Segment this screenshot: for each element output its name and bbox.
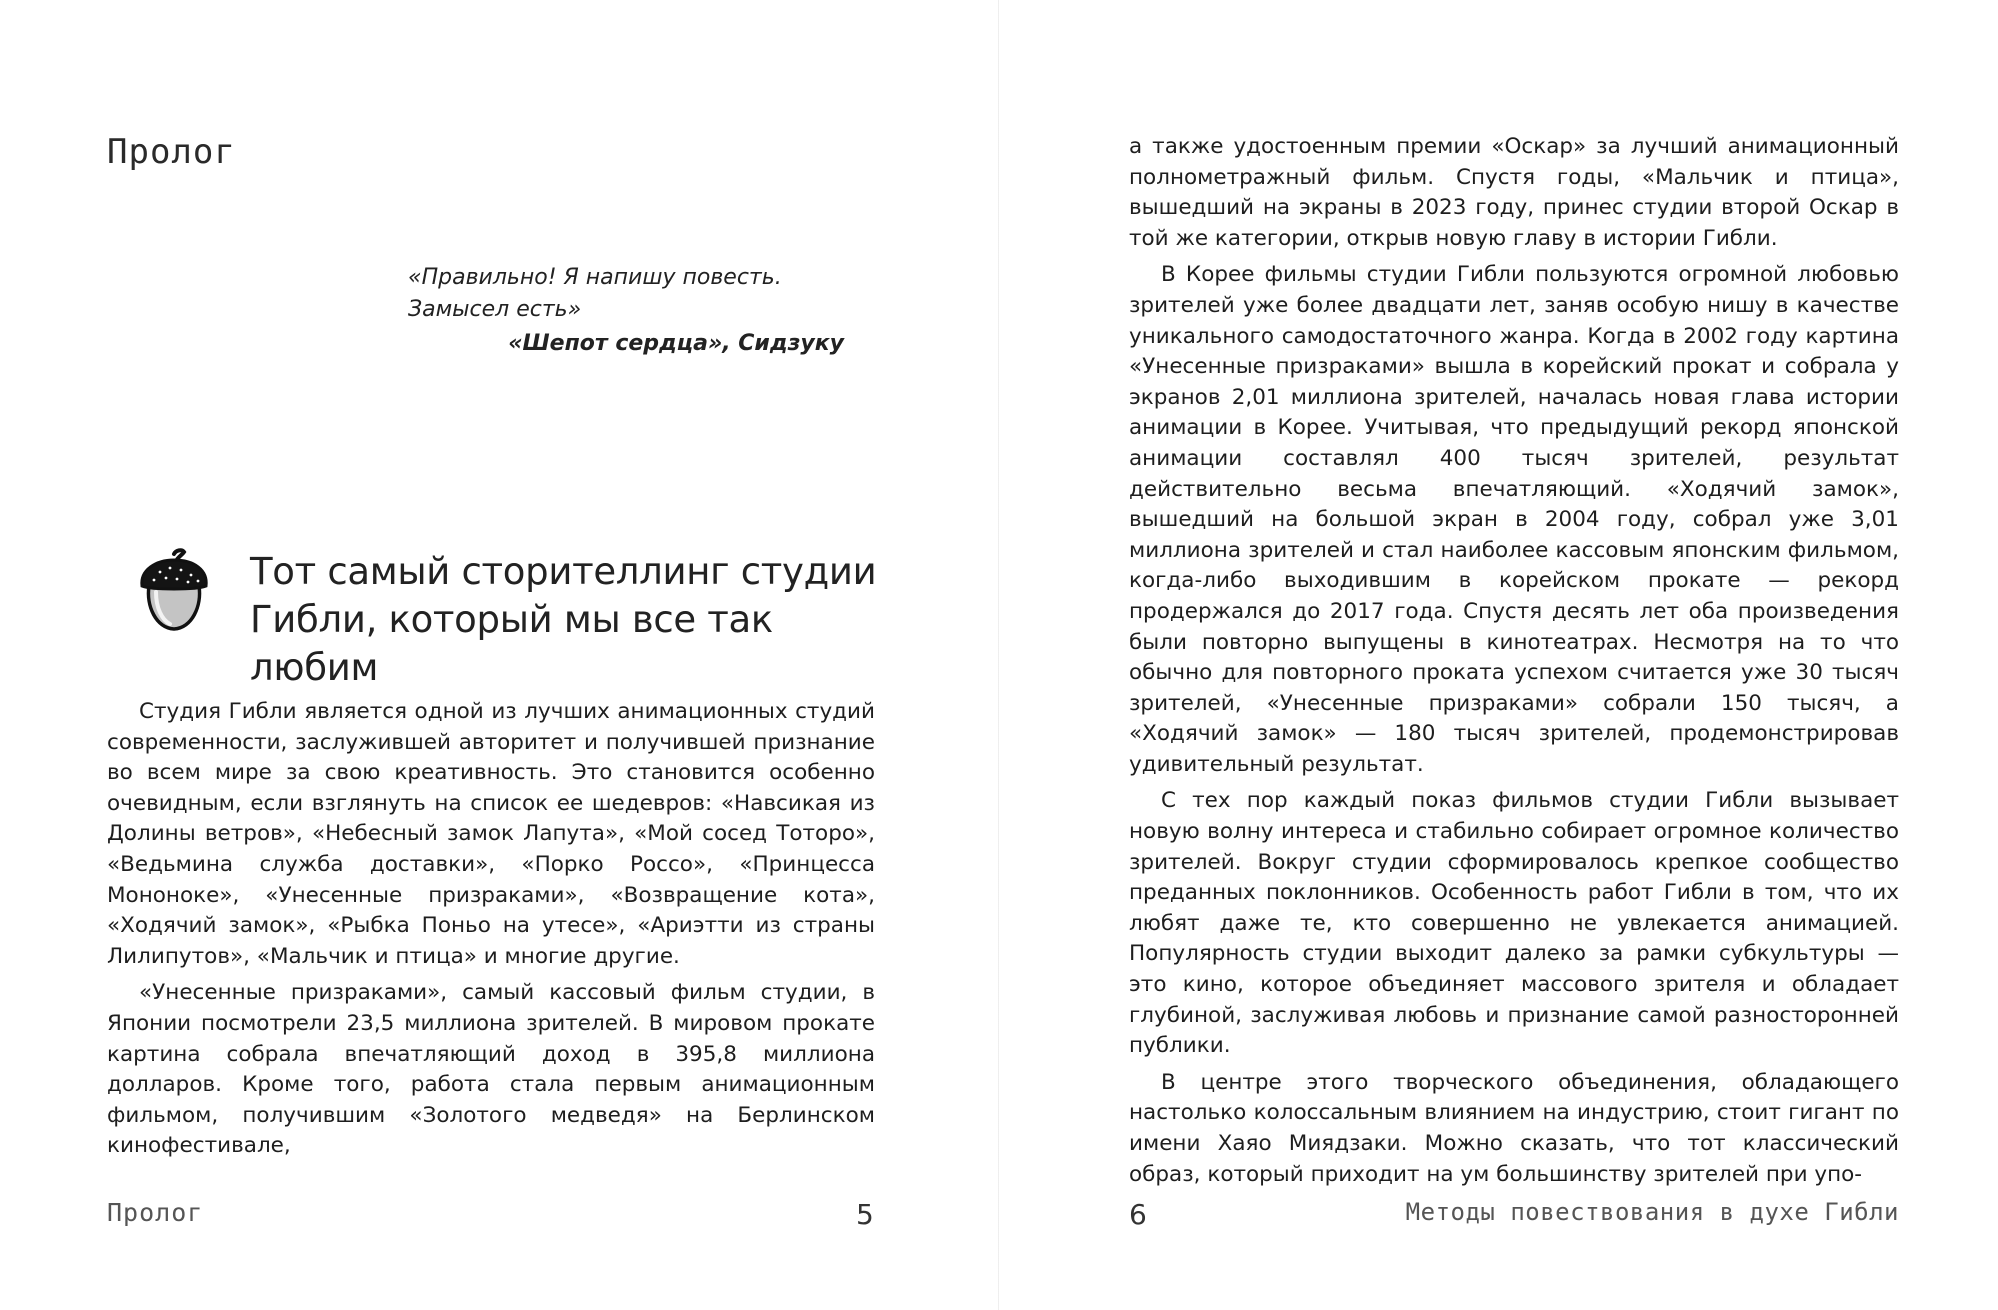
paragraph: С тех пор каждый показ фильмов студии Гибли вызывает новую волну интереса и стабильно собирает огромное количество зрителей. Вокруг студии сформировалось крепкое сообщество преданных поклонников. Особенность работ Гибли в том, что их любят даже те, кто совершенно не увлекается анимацией. Популярность студии выходит далеко за рамки субкультуры — это кино, которое объединяет массового зрителя и обладает глубиной, заслуживая любовь и признание самой разносторонней публики. (1129, 788, 1899, 1059)
paragraph: В центре этого творческого объединения, обладающего настолько колоссальным влиянием на индустрию, стоит гигант по имени Хаяо Миядзаки. Можно сказать, что тот классический образ, который приходит на ум большинству зрителей при упо- (1129, 1069, 1899, 1187)
epigraph-source: «Шепот сердца», Сидзуку (508, 331, 844, 356)
paragraph: а также удостоенным премии «Оскар» за лучший анимационный полнометражный фильм. Спустя годы, «Мальчик и птица», вышедший на экраны в 2023 году, принес студии второй Оскар в той же категории, открыв новую главу в истории Гибли. (1129, 134, 1899, 251)
page-number-left: 5 (856, 1198, 874, 1231)
epigraph-quote-line-2: Замысел есть» (408, 297, 582, 322)
section-title (250, 548, 890, 692)
paragraph: В Корее фильмы студии Гибли пользуются огромной любовью зрителей уже более двадцати лет, заняв особую нишу в качестве уникального самодостаточного жанра. Когда в 2002 году картина «Унесенные призраками» вышла в корейский прокат и собрала у экранов 2,01 миллиона зрителей, началась новая глава истории анимации в Корее. Учитывая, что предыдущий рекорд японской анимации составлял 400 тысяч зрителей, результат действительно весьма впечатляющий. «Ходячий замок», вышедший на большой экран в 2004 году, собрал уже 3,01 миллиона зрителей и стал наиболее кассовым японским фильмом, когда-либо выходившим в корейском прокате — рекорд продержался до 2017 года. Спустя десять лет оба произведения были повторно выпущены в кинотеатрах. Несмотря на то что обычно для повторного проката успехом считается уже 30 тысяч зрителей, «Унесенные призраками» собрали 150 тысяч, а «Ходячий замок» — 180 тысяч зрителей, продемонстрировав удивительный результат. (1129, 262, 1899, 777)
running-footer-left: Пролог (107, 1198, 204, 1227)
paragraph: Студия Гибли является одной из лучших анимационных студий современности, заслужившей авторитет и получившей признание во всем мире за свою креативность. Это становится особенно очевидным, если взглянуть на список ее шедевров: «Навсикая из Долины ветров», «Небесный замок Лапута», «Мой сосед Тоторо», «Ведьмина служба доставки», «Порко Россо», «Принцесса Мононоке», «Унесенные призраками», «Возвращение кота», «Ходячий замок», «Рыбка Поньо на утесе», «Ариэтти из страны Лилипутов», «Мальчик и птица» и многие другие. (107, 699, 875, 969)
paragraph: «Унесенные призраками», самый кассовый фильм студии, в Японии посмотрели 23,5 миллиона зрителей. В мировом прокате картина собрала впечатляющий доход в 395,8 миллиона долларов. Кроме того, работа стала первым анимационным фильмом, получившим «Золотого медведя» на Берлинском кинофестивале, (107, 980, 875, 1159)
left-body-text (107, 697, 875, 1162)
epigraph-quote-line-1: «Правильно! Я напишу повесть. (408, 265, 782, 290)
acorn-icon (136, 548, 212, 632)
page-number-right: 6 (1129, 1198, 1147, 1231)
right-body-text (1129, 132, 1899, 1190)
running-footer-right: Методы повествования в духе Гибли (1405, 1198, 1899, 1226)
epigraph (408, 262, 848, 360)
chapter-header: Пролог (107, 132, 236, 172)
section-title-line-2: Гибли, который мы все так любим (250, 598, 773, 689)
section-title-line-1: Тот самый сторителлинг студии (250, 550, 877, 593)
